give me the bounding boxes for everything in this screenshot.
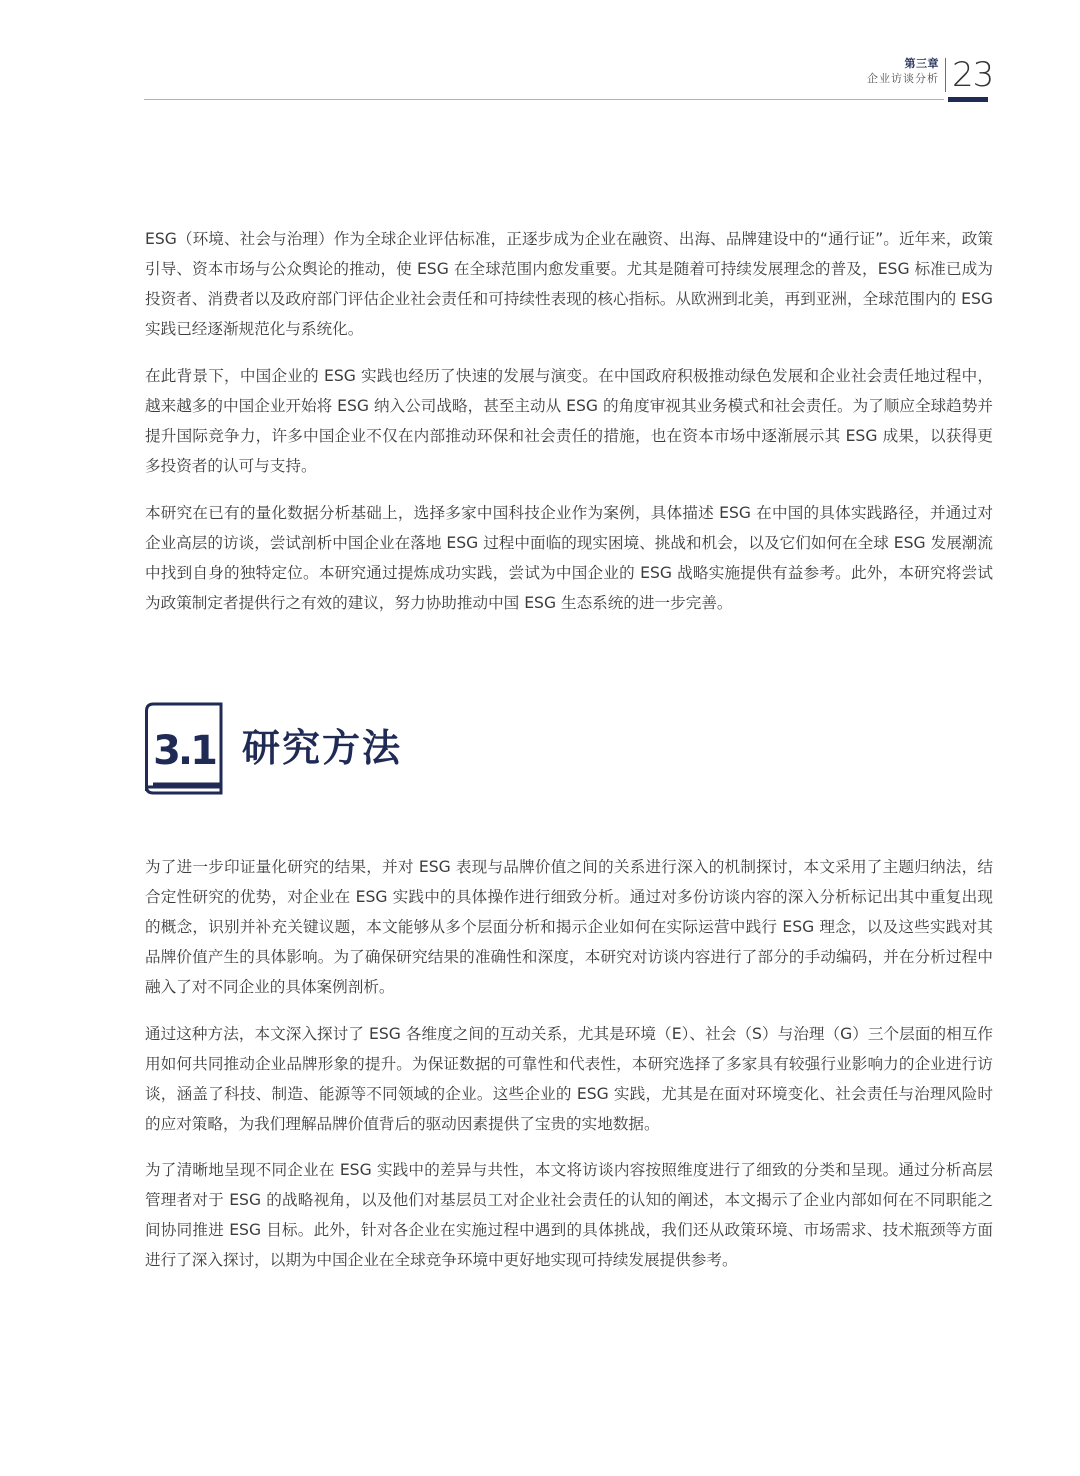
chapter-label: 第三章	[904, 57, 939, 70]
chapter-label-group	[867, 57, 939, 86]
section-number-badge	[145, 701, 225, 801]
section-paragraph-1: 为了进一步印证量化研究的结果，并对 ESG 表现与品牌价值之间的关系进行深入的机制探讨，本文采用了主题归纳法，结合定性研究的优势，对企业在 ESG 实践中的具体操作进行细致分析。通过对多份访谈内容的深入分析标记出其中重复出现的概念，识别并补充关键议题，本文能够从多个层面分析和揭示企业如何在实际运营中践行 ESG 理念，以及这些实践对其品牌价值产生的具体影响。为了确保研究结果的准确性和深度，本研究对访谈内容进行了部分的手动编码，并在分析过程中融入了对不同企业的具体案例剖析。	[145, 858, 993, 996]
section-badge-icon	[145, 701, 225, 797]
section-paragraph-3: 为了清晰地呈现不同企业在 ESG 实践中的差异与共性，本文将访谈内容按照维度进行了细致的分类和呈现。通过分析高层管理者对于 ESG 的战略视角，以及他们对基层员工对企业社会责任的认知的阐述，本文揭示了企业内部如何在不同职能之间协同推进 ESG 目标。此外，针对各企业在实施过程中遇到的具体挑战，我们还从政策环境、市场需求、技术瓶颈等方面进行了深入探讨，以期为中国企业在全球竞争环境中更好地实现可持续发展提供参考。	[145, 1161, 993, 1269]
section-number: 3.1	[153, 728, 215, 774]
page-number: 23	[952, 55, 994, 95]
section-title: 研究方法	[242, 726, 403, 770]
header-separator	[945, 58, 946, 92]
intro-paragraph-1: ESG（环境、社会与治理）作为全球企业评估标准，正逐步成为企业在融资、出海、品牌建设中的“通行证”。近年来，政策引导、资本市场与公众舆论的推动，使 ESG 在全球范围内愈发重要。尤其是随着可持续发展理念的普及，ESG 标准已成为投资者、消费者以及政府部门评估企业社会责任和可持续性表现的核心指标。从欧洲到北美，再到亚洲，全球范围内的 ESG 实践已经逐渐规范化与系统化。	[145, 230, 993, 338]
intro-paragraph-3: 本研究在已有的量化数据分析基础上，选择多家中国科技企业作为案例，具体描述 ESG 在中国的具体实践路径，并通过对企业高层的访谈，尝试剖析中国企业在落地 ESG 过程中面临的现实困境、挑战和机会，以及它们如何在全球 ESG 发展潮流中找到自身的独特定位。本研究通过提炼成功实践，尝试为中国企业的 ESG 战略实施提供有益参考。此外，本研究将尝试为政策制定者提供行之有效的建议，努力协助推动中国 ESG 生态系统的进一步完善。	[145, 504, 993, 612]
intro-paragraph-2: 在此背景下，中国企业的 ESG 实践也经历了快速的发展与演变。在中国政府积极推动绿色发展和企业社会责任地过程中，越来越多的中国企业开始将 ESG 纳入公司战略，甚至主动从 ESG 的角度审视其业务模式和社会责任。为了顺应全球趋势并提升国际竞争力，许多中国企业不仅在内部推动环保和社会责任的措施，也在资本市场中逐渐展示其 ESG 成果，以获得更多投资者的认可与支持。	[145, 367, 993, 475]
section-paragraph-2: 通过这种方法，本文深入探讨了 ESG 各维度之间的互动关系，尤其是环境（E）、社会（S）与治理（G）三个层面的相互作用如何共同推动企业品牌形象的提升。为保证数据的可靠性和代表性，本研究选择了多家具有较强行业影响力的企业进行访谈，涵盖了科技、制造、能源等不同领域的企业。这些企业的 ESG 实践，尤其是在面对环境变化、社会责任与治理风险时的应对策略，为我们理解品牌价值背后的驱动因素提供了宝贵的实地数据。	[145, 1025, 993, 1133]
chapter-subtitle: 企业访谈分析	[867, 72, 939, 85]
header-rule	[144, 99, 944, 100]
header-accent-bar	[948, 97, 988, 102]
